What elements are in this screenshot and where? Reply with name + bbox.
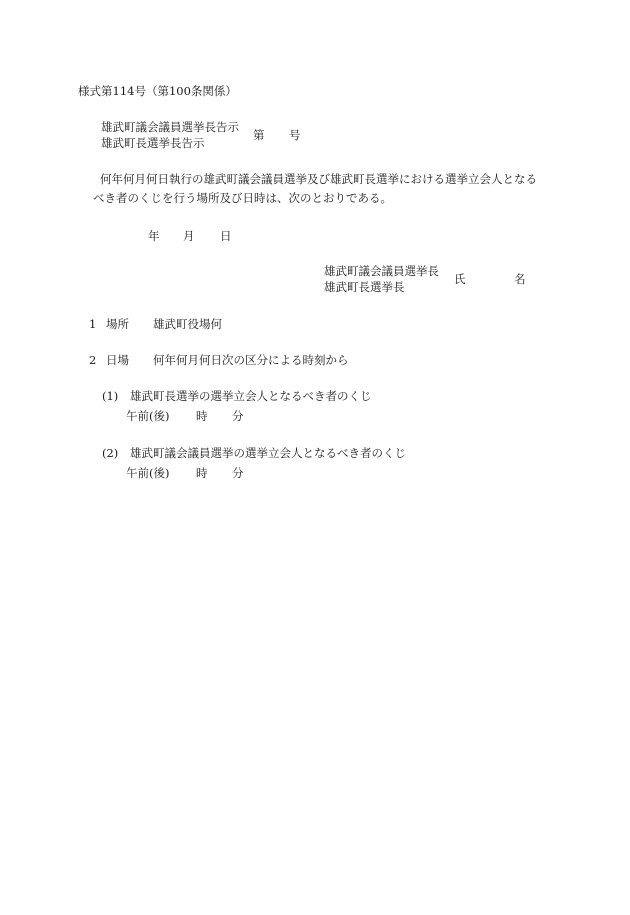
sub-item-hour-label: 時: [196, 466, 208, 480]
sub-item-ampm: 午前(後): [126, 466, 170, 480]
sub-item-number: (2): [102, 446, 119, 460]
body-text-line-1: 何年何月何日執行の雄武町議会議員選挙及び雄武町長選挙における選挙立会人となる: [100, 172, 537, 186]
item-label: 日場: [106, 353, 129, 367]
body-text-line-2: べき者のくじを行う場所及び日時は、次のとおりである。: [93, 191, 392, 205]
notice-number-prefix: 第: [253, 128, 265, 142]
signature-title-2: 雄武町長選挙長: [324, 280, 405, 294]
item-value: 何年何月何日次の区分による時刻から: [153, 353, 349, 367]
sub-item-minute-label: 分: [232, 409, 244, 423]
sub-item-ampm: 午前(後): [126, 409, 170, 423]
issuer-line-2: 雄武町長選挙長告示: [101, 136, 205, 150]
sub-item-hour-label: 時: [196, 409, 208, 423]
sub-item-minute-label: 分: [232, 466, 244, 480]
item-number: 2: [89, 353, 97, 367]
form-header: 様式第114号（第100条関係）: [78, 84, 237, 98]
date-year-label: 年: [148, 229, 160, 243]
item-value: 雄武町役場何: [153, 317, 222, 331]
notice-number-suffix: 号: [289, 128, 301, 142]
signature-title-1: 雄武町議会議員選挙長: [324, 264, 439, 278]
signature-name-label-1: 氏: [454, 272, 466, 286]
sub-item-text: 雄武町長選挙の選挙立会人となるべき者のくじ: [130, 389, 372, 403]
item-label: 場所: [106, 317, 129, 331]
sub-item-text: 雄武町議会議員選挙の選挙立会人となるべき者のくじ: [130, 446, 406, 460]
item-number: 1: [89, 317, 97, 331]
sub-item-number: (1): [102, 389, 119, 403]
date-day-label: 日: [220, 229, 232, 243]
date-month-label: 月: [183, 229, 195, 243]
issuer-line-1: 雄武町議会議員選挙長告示: [101, 120, 239, 134]
signature-name-label-2: 名: [514, 272, 526, 286]
